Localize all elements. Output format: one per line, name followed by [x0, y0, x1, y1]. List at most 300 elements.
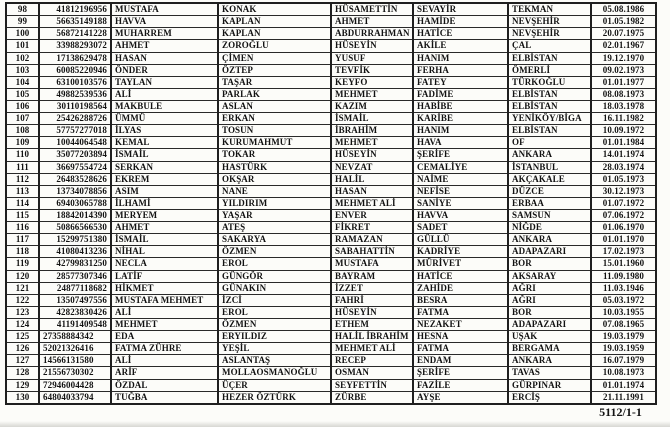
birth-date-cell: 10.08.1973 — [591, 367, 656, 379]
birthplace-cell: DÜZCE — [508, 185, 591, 197]
table-row — [6, 125, 656, 137]
mother-name-cell: MÜRİVET — [413, 258, 508, 270]
mother-name-cell: HAMİDE — [413, 16, 508, 28]
surname-cell: ATEŞ — [218, 222, 331, 234]
first-name-cell: ÖNDER — [111, 64, 218, 76]
table-row — [6, 100, 656, 112]
birthplace-cell: NEVŞEHİR — [508, 28, 591, 40]
father-name-cell: RECEP — [331, 355, 413, 367]
surname-cell: GÜNAKIN — [218, 282, 331, 294]
national-id-cell: 13507497556 — [39, 294, 111, 306]
birthplace-cell: TÜRKOĞLU — [508, 76, 591, 88]
surname-cell: GÜNGÖR — [218, 270, 331, 282]
first-name-cell: MUHARREM — [111, 28, 218, 40]
surname-cell: YEŞİL — [218, 343, 331, 355]
mother-name-cell: NEZAKET — [413, 318, 508, 330]
national-id-cell: 57757277018 — [39, 125, 111, 137]
first-name-cell: İLYAS — [111, 125, 218, 137]
surname-cell: NANE — [218, 185, 331, 197]
birthplace-cell: TEKMAN — [508, 3, 591, 16]
birth-date-cell: 11.09.1980 — [591, 270, 656, 282]
father-name-cell: KEYFO — [331, 76, 413, 88]
national-id-cell: 13734078856 — [39, 185, 111, 197]
birthplace-cell: BOR — [508, 306, 591, 318]
father-name-cell: İSMAİL — [331, 113, 413, 125]
surname-cell: TAŞAR — [218, 76, 331, 88]
person-list-table — [5, 2, 657, 405]
father-name-cell: TEVFİK — [331, 64, 413, 76]
father-name-cell: MEHMET — [331, 137, 413, 149]
birth-date-cell: 07.06.1972 — [591, 209, 656, 221]
surname-cell: TOKAR — [218, 149, 331, 161]
first-name-cell: HİKMET — [111, 282, 218, 294]
birth-date-cell: 28.03.1974 — [591, 161, 656, 173]
national-id-cell: 33988293072 — [39, 40, 111, 52]
first-name-cell: MEHMET — [111, 318, 218, 330]
national-id-cell: 27358884342 — [39, 331, 111, 343]
surname-cell: ERYILDIZ — [218, 331, 331, 343]
birthplace-cell: BERGAMA — [508, 343, 591, 355]
first-name-cell: İLHAMİ — [111, 197, 218, 209]
father-name-cell: MEHMET ALİ — [331, 343, 413, 355]
surname-cell: KAPLAN — [218, 28, 331, 40]
first-name-cell: EDA — [111, 331, 218, 343]
row-number-cell: 103 — [6, 64, 39, 76]
birthplace-cell: ERBAA — [508, 197, 591, 209]
table-row — [6, 52, 656, 64]
national-id-cell: 41080413236 — [39, 246, 111, 258]
national-id-cell: 30110198564 — [39, 100, 111, 112]
national-id-cell: 28577307346 — [39, 270, 111, 282]
national-id-cell: 14566131580 — [39, 355, 111, 367]
mother-name-cell: NEFİSE — [413, 185, 508, 197]
birthplace-cell: ELBİSTAN — [508, 88, 591, 100]
row-number-cell: 129 — [6, 379, 39, 391]
first-name-cell: AHMET — [111, 40, 218, 52]
national-id-cell: 42823830426 — [39, 306, 111, 318]
table-row — [6, 16, 656, 28]
first-name-cell: EKREM — [111, 173, 218, 185]
father-name-cell: HÜSEYİN — [331, 149, 413, 161]
mother-name-cell: FADİME — [413, 88, 508, 100]
mother-name-cell: HAVVA — [413, 209, 508, 221]
national-id-cell: 56635149188 — [39, 16, 111, 28]
birth-date-cell: 01.01.1977 — [591, 76, 656, 88]
national-id-cell: 64804033794 — [39, 391, 111, 404]
table-row — [6, 258, 656, 270]
surname-cell: KURUMAHMUT — [218, 137, 331, 149]
national-id-cell: 41812196956 — [39, 3, 111, 16]
surname-cell: ASLANTAŞ — [218, 355, 331, 367]
birth-date-cell: 16.07.1979 — [591, 355, 656, 367]
row-number-cell: 124 — [6, 318, 39, 330]
table-row — [6, 173, 656, 185]
row-number-cell: 98 — [6, 3, 39, 16]
mother-name-cell: HABİBE — [413, 100, 508, 112]
surname-cell: HASTÜRK — [218, 161, 331, 173]
table-row — [6, 76, 656, 88]
row-number-cell: 117 — [6, 234, 39, 246]
father-name-cell: HALİL İBRAHİM — [331, 331, 413, 343]
mother-name-cell: KARİBE — [413, 113, 508, 125]
birth-date-cell: 08.08.1973 — [591, 88, 656, 100]
father-name-cell: ABDURRAHMAN — [331, 28, 413, 40]
national-id-cell: 41191409548 — [39, 318, 111, 330]
father-name-cell: HÜSAMETTİN — [331, 3, 413, 16]
person-table-body — [6, 3, 656, 404]
table-row — [6, 294, 656, 306]
mother-name-cell: ŞERİFE — [413, 367, 508, 379]
row-number-cell: 113 — [6, 185, 39, 197]
father-name-cell: HALİL — [331, 173, 413, 185]
birth-date-cell: 17.02.1973 — [591, 246, 656, 258]
father-name-cell: İZZET — [331, 282, 413, 294]
first-name-cell: MAKBULE — [111, 100, 218, 112]
row-number-cell: 110 — [6, 149, 39, 161]
birthplace-cell: ELBİSTAN — [508, 52, 591, 64]
first-name-cell: ARİF — [111, 367, 218, 379]
national-id-cell: 21556730302 — [39, 367, 111, 379]
birthplace-cell: TAVAS — [508, 367, 591, 379]
table-row — [6, 246, 656, 258]
mother-name-cell: HANIM — [413, 125, 508, 137]
mother-name-cell: SADET — [413, 222, 508, 234]
birthplace-cell: ADAPAZARI — [508, 318, 591, 330]
father-name-cell: HÜSEYİN — [331, 306, 413, 318]
birthplace-cell: AKSARAY — [508, 270, 591, 282]
mother-name-cell: ENDAM — [413, 355, 508, 367]
table-row — [6, 64, 656, 76]
father-name-cell: HÜSEYİN — [331, 40, 413, 52]
table-row — [6, 270, 656, 282]
row-number-cell: 121 — [6, 282, 39, 294]
father-name-cell: AHMET — [331, 16, 413, 28]
table-row — [6, 88, 656, 100]
mother-name-cell: HESNA — [413, 331, 508, 343]
birthplace-cell: YENİKÖY/BİGA — [508, 113, 591, 125]
father-name-cell: ZÜRBE — [331, 391, 413, 404]
mother-name-cell: BESRA — [413, 294, 508, 306]
surname-cell: OKŞAR — [218, 173, 331, 185]
birth-date-cell: 10.03.1955 — [591, 306, 656, 318]
national-id-cell: 24877118682 — [39, 282, 111, 294]
birth-date-cell: 05.08.1986 — [591, 3, 656, 16]
birth-date-cell: 11.03.1946 — [591, 282, 656, 294]
first-name-cell: ALİ — [111, 306, 218, 318]
table-row — [6, 222, 656, 234]
birthplace-cell: AĞRI — [508, 282, 591, 294]
mother-name-cell: HATİCE — [413, 28, 508, 40]
first-name-cell: ASIM — [111, 185, 218, 197]
surname-cell: ÖZTEP — [218, 64, 331, 76]
father-name-cell: OSMAN — [331, 367, 413, 379]
birthplace-cell: ANKARA — [508, 149, 591, 161]
birth-date-cell: 19.12.1970 — [591, 52, 656, 64]
table-row — [6, 185, 656, 197]
father-name-cell: RAMAZAN — [331, 234, 413, 246]
mother-name-cell: ZAHİDE — [413, 282, 508, 294]
surname-cell: İZCİ — [218, 294, 331, 306]
table-row — [6, 40, 656, 52]
mother-name-cell: FERHA — [413, 64, 508, 76]
national-id-cell: 18842014390 — [39, 209, 111, 221]
birth-date-cell: 01.01.1970 — [591, 234, 656, 246]
row-number-cell: 104 — [6, 76, 39, 88]
surname-cell: SAKARYA — [218, 234, 331, 246]
first-name-cell: HASAN — [111, 52, 218, 64]
table-row — [6, 306, 656, 318]
father-name-cell: FİKRET — [331, 222, 413, 234]
surname-cell: ERKAN — [218, 113, 331, 125]
table-row — [6, 379, 656, 391]
first-name-cell: TAYLAN — [111, 76, 218, 88]
table-row — [6, 209, 656, 221]
surname-cell: ZOROĞLU — [218, 40, 331, 52]
mother-name-cell: FATMA — [413, 306, 508, 318]
document-reference-number: 5112/1-1 — [599, 405, 642, 419]
table-row — [6, 28, 656, 40]
national-id-cell: 17138629478 — [39, 52, 111, 64]
first-name-cell: FATMA ZÜHRE — [111, 343, 218, 355]
row-number-cell: 119 — [6, 258, 39, 270]
row-number-cell: 123 — [6, 306, 39, 318]
birth-date-cell: 07.08.1965 — [591, 318, 656, 330]
birth-date-cell: 01.01.1974 — [591, 379, 656, 391]
table-row — [6, 197, 656, 209]
birth-date-cell: 01.05.1982 — [591, 16, 656, 28]
national-id-cell: 69403065788 — [39, 197, 111, 209]
birthplace-cell: ERCİŞ — [508, 391, 591, 404]
surname-cell: EROL — [218, 306, 331, 318]
first-name-cell: LATİF — [111, 270, 218, 282]
birthplace-cell: BOR — [508, 258, 591, 270]
first-name-cell: İSMAİL — [111, 149, 218, 161]
table-row — [6, 367, 656, 379]
table-row — [6, 3, 656, 16]
birthplace-cell: AĞRI — [508, 294, 591, 306]
birth-date-cell: 20.07.1975 — [591, 28, 656, 40]
table-row — [6, 318, 656, 330]
row-number-cell: 127 — [6, 355, 39, 367]
birthplace-cell: ANKARA — [508, 355, 591, 367]
birth-date-cell: 21.11.1991 — [591, 391, 656, 404]
row-number-cell: 122 — [6, 294, 39, 306]
father-name-cell: BAYRAM — [331, 270, 413, 282]
table-row — [6, 234, 656, 246]
surname-cell: YILDIRIM — [218, 197, 331, 209]
first-name-cell: AHMET — [111, 222, 218, 234]
mother-name-cell: AYŞE — [413, 391, 508, 404]
birth-date-cell: 01.01.1984 — [591, 137, 656, 149]
first-name-cell: MUSTAFA MEHMET — [111, 294, 218, 306]
row-number-cell: 112 — [6, 173, 39, 185]
mother-name-cell: CEMALİYE — [413, 161, 508, 173]
birth-date-cell: 09.02.1973 — [591, 64, 656, 76]
surname-cell: HEZER ÖZTÜRK — [218, 391, 331, 404]
surname-cell: KAPLAN — [218, 16, 331, 28]
row-number-cell: 108 — [6, 125, 39, 137]
table-row — [6, 391, 656, 404]
table-row — [6, 113, 656, 125]
row-number-cell: 125 — [6, 331, 39, 343]
row-number-cell: 120 — [6, 270, 39, 282]
row-number-cell: 100 — [6, 28, 39, 40]
birth-date-cell: 01.07.1972 — [591, 197, 656, 209]
mother-name-cell: HANIM — [413, 52, 508, 64]
national-id-cell: 60085220946 — [39, 64, 111, 76]
surname-cell: PARLAK — [218, 88, 331, 100]
mother-name-cell: FAZİLE — [413, 379, 508, 391]
mother-name-cell: KADRİYE — [413, 246, 508, 258]
father-name-cell: NEVZAT — [331, 161, 413, 173]
surname-cell: ÖZMEN — [218, 318, 331, 330]
father-name-cell: İBRAHİM — [331, 125, 413, 137]
birthplace-cell: SAMSUN — [508, 209, 591, 221]
mother-name-cell: SANİYE — [413, 197, 508, 209]
mother-name-cell: HAVA — [413, 137, 508, 149]
row-number-cell: 115 — [6, 209, 39, 221]
national-id-cell: 10044064548 — [39, 137, 111, 149]
father-name-cell: ENVER — [331, 209, 413, 221]
birthplace-cell: UŞAK — [508, 331, 591, 343]
birthplace-cell: NİĞDE — [508, 222, 591, 234]
surname-cell: ÇİMEN — [218, 52, 331, 64]
mother-name-cell: FATEY — [413, 76, 508, 88]
row-number-cell: 99 — [6, 16, 39, 28]
surname-cell: ÖZMEN — [218, 246, 331, 258]
first-name-cell: TUĞBA — [111, 391, 218, 404]
surname-cell: ASLAN — [218, 100, 331, 112]
table-row — [6, 355, 656, 367]
father-name-cell: ETHEM — [331, 318, 413, 330]
row-number-cell: 109 — [6, 137, 39, 149]
birth-date-cell: 01.05.1973 — [591, 173, 656, 185]
father-name-cell: SEYFETTİN — [331, 379, 413, 391]
first-name-cell: MUSTAFA — [111, 3, 218, 16]
table-row — [6, 343, 656, 355]
first-name-cell: SERKAN — [111, 161, 218, 173]
birthplace-cell: ÖMERLİ — [508, 64, 591, 76]
mother-name-cell: ŞERİFE — [413, 149, 508, 161]
row-number-cell: 107 — [6, 113, 39, 125]
national-id-cell: 52021326416 — [39, 343, 111, 355]
row-number-cell: 102 — [6, 52, 39, 64]
row-number-cell: 114 — [6, 197, 39, 209]
surname-cell: MOLLAOSMANOĞLU — [218, 367, 331, 379]
table-row — [6, 149, 656, 161]
father-name-cell: HASAN — [331, 185, 413, 197]
mother-name-cell: SEVAYİR — [413, 3, 508, 16]
mother-name-cell: NAİME — [413, 173, 508, 185]
national-id-cell: 49882539536 — [39, 88, 111, 100]
first-name-cell: HAVVA — [111, 16, 218, 28]
birth-date-cell: 30.12.1973 — [591, 185, 656, 197]
birthplace-cell: İSTANBUL — [508, 161, 591, 173]
mother-name-cell: AKİLE — [413, 40, 508, 52]
birthplace-cell: ADAPAZARI — [508, 246, 591, 258]
father-name-cell: MUSTAFA — [331, 258, 413, 270]
mother-name-cell: FATMA — [413, 343, 508, 355]
surname-cell: ÜÇER — [218, 379, 331, 391]
first-name-cell: NECLA — [111, 258, 218, 270]
first-name-cell: İSMAİL — [111, 234, 218, 246]
table-row — [6, 161, 656, 173]
father-name-cell: KAZIM — [331, 100, 413, 112]
national-id-cell: 25426288726 — [39, 113, 111, 125]
row-number-cell: 126 — [6, 343, 39, 355]
row-number-cell: 101 — [6, 40, 39, 52]
surname-cell: EROL — [218, 258, 331, 270]
first-name-cell: ALİ — [111, 355, 218, 367]
birth-date-cell: 02.01.1967 — [591, 40, 656, 52]
row-number-cell: 106 — [6, 100, 39, 112]
father-name-cell: MEHMET ALİ — [331, 197, 413, 209]
row-number-cell: 118 — [6, 246, 39, 258]
national-id-cell: 56872141228 — [39, 28, 111, 40]
birthplace-cell: ELBİSTAN — [508, 100, 591, 112]
father-name-cell: SABAHATTİN — [331, 246, 413, 258]
first-name-cell: NİHAL — [111, 246, 218, 258]
national-id-cell: 15299751380 — [39, 234, 111, 246]
birth-date-cell: 05.03.1972 — [591, 294, 656, 306]
first-name-cell: ALİ — [111, 88, 218, 100]
birthplace-cell: AKÇAKALE — [508, 173, 591, 185]
mother-name-cell: HATİCE — [413, 270, 508, 282]
birthplace-cell: OF — [508, 137, 591, 149]
national-id-cell: 63100103576 — [39, 76, 111, 88]
first-name-cell: MERYEM — [111, 209, 218, 221]
birth-date-cell: 19.03.1979 — [591, 331, 656, 343]
table-row — [6, 331, 656, 343]
birth-date-cell: 01.06.1970 — [591, 222, 656, 234]
birthplace-cell: GÜRPINAR — [508, 379, 591, 391]
row-number-cell: 116 — [6, 222, 39, 234]
birth-date-cell: 18.03.1978 — [591, 100, 656, 112]
birth-date-cell: 14.01.1974 — [591, 149, 656, 161]
birth-date-cell: 10.09.1972 — [591, 125, 656, 137]
mother-name-cell: GÜLLÜ — [413, 234, 508, 246]
birth-date-cell: 16.11.1982 — [591, 113, 656, 125]
birthplace-cell: ELBİSTAN — [508, 125, 591, 137]
first-name-cell: KEMAL — [111, 137, 218, 149]
birth-date-cell: 15.01.1960 — [591, 258, 656, 270]
row-number-cell: 128 — [6, 367, 39, 379]
surname-cell: KONAK — [218, 3, 331, 16]
father-name-cell: YUSUF — [331, 52, 413, 64]
row-number-cell: 105 — [6, 88, 39, 100]
first-name-cell: ÖZDAL — [111, 379, 218, 391]
father-name-cell: MEHMET — [331, 88, 413, 100]
national-id-cell: 36697554724 — [39, 161, 111, 173]
birth-date-cell: 19.03.1959 — [591, 343, 656, 355]
scan-edge-shadow — [0, 421, 670, 427]
row-number-cell: 130 — [6, 391, 39, 404]
first-name-cell: ÜMMÜ — [111, 113, 218, 125]
birthplace-cell: NEVŞEHİR — [508, 16, 591, 28]
surname-cell: YAŞAR — [218, 209, 331, 221]
surname-cell: TOSUN — [218, 125, 331, 137]
national-id-cell: 72946004428 — [39, 379, 111, 391]
national-id-cell: 26483528626 — [39, 173, 111, 185]
birthplace-cell: ANKARA — [508, 234, 591, 246]
national-id-cell: 35077203894 — [39, 149, 111, 161]
table-row — [6, 282, 656, 294]
national-id-cell: 50866566530 — [39, 222, 111, 234]
father-name-cell: FAHRİ — [331, 294, 413, 306]
birthplace-cell: ÇAL — [508, 40, 591, 52]
row-number-cell: 111 — [6, 161, 39, 173]
national-id-cell: 42799831250 — [39, 258, 111, 270]
